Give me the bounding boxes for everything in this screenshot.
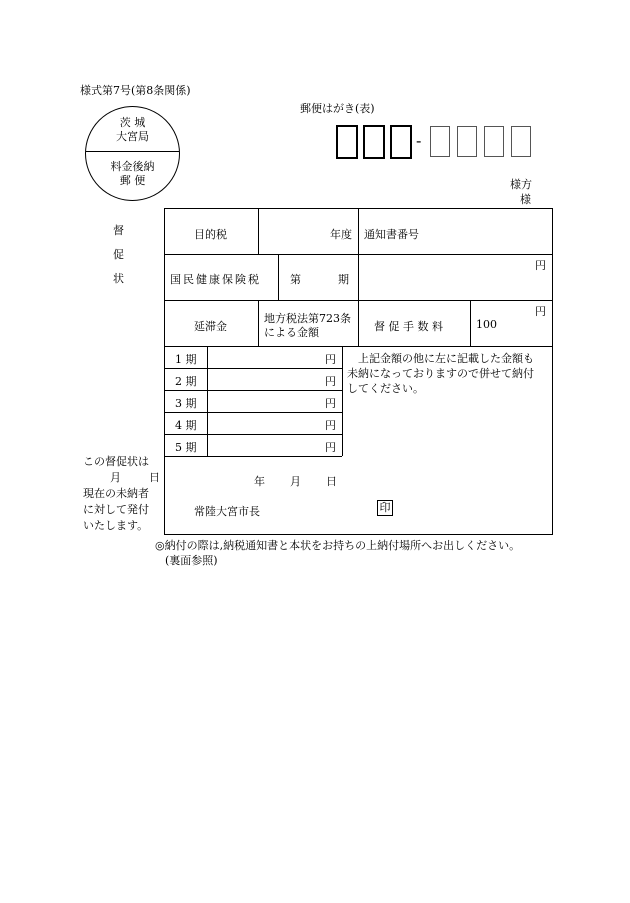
stamp-payment-line1: 料金後納 <box>110 160 155 173</box>
left-notice-day: 日 <box>149 471 160 484</box>
installment-4-label: 4 期 <box>175 419 197 432</box>
address-sama-suffix: 様方 <box>510 178 532 191</box>
zip-box-4 <box>430 126 450 157</box>
notice-number-label: 通知書番号 <box>364 228 419 241</box>
installment-5-unit: 円 <box>325 441 336 454</box>
payment-note: ◎納付の際は,納税通知書と本状をお持ちの上納付場所へお出しください。 <box>155 539 521 552</box>
side-title-char-3: 状 <box>113 272 124 285</box>
issue-date-day: 日 <box>326 475 337 488</box>
installment-4-unit: 円 <box>325 419 336 432</box>
address-sama: 様 <box>520 193 531 206</box>
zip-dash: - <box>416 131 422 150</box>
reminder-fee-value: 100 <box>476 318 497 331</box>
installment-5-label: 5 期 <box>175 441 197 454</box>
stamp-payment-line2: 郵 便 <box>119 174 146 187</box>
left-notice-month: 月 <box>110 471 121 484</box>
table-rule <box>342 346 343 456</box>
installment-1-label: 1 期 <box>175 353 197 366</box>
message-line-1: 上記金額の他に左に記載した金額も <box>358 352 534 365</box>
message-line-3: してください。 <box>347 382 424 395</box>
side-title-char-2: 促 <box>113 248 124 261</box>
official-seal: 印 <box>377 500 393 516</box>
installment-3-label: 3 期 <box>175 397 197 410</box>
period-prefix: 第 <box>290 273 301 286</box>
table-rule <box>164 346 552 347</box>
zip-box-1 <box>336 125 358 159</box>
zip-box-6 <box>484 126 504 157</box>
fiscal-year-label: 年度 <box>330 228 352 241</box>
late-fee-label: 延滞金 <box>194 320 227 333</box>
zip-box-7 <box>511 126 531 157</box>
left-notice-line4: 現在の未納者 <box>83 487 149 500</box>
left-notice-line5: に対して発付 <box>83 503 149 516</box>
installment-2-label: 2 期 <box>175 375 197 388</box>
table-rule <box>258 208 259 254</box>
left-notice-line1: この督促状は <box>83 455 149 468</box>
stamp-office-line1: 茨 城 <box>119 116 146 129</box>
installment-1-unit: 円 <box>325 353 336 366</box>
issuer-name: 常陸大宮市長 <box>194 505 260 518</box>
left-notice <box>83 454 160 534</box>
table-rule <box>164 434 342 435</box>
table-rule <box>164 368 342 369</box>
issue-date-year: 年 <box>254 475 265 488</box>
reminder-fee-label: 督 促 手 数 料 <box>374 320 443 333</box>
local-tax-line2: による金額 <box>264 326 319 339</box>
table-rule <box>207 346 208 456</box>
postage-stamp <box>85 106 180 201</box>
postcard-label: 郵便はがき(表) <box>300 102 375 115</box>
tax-name-label: 国民健康保険税 <box>170 273 261 286</box>
installment-2-unit: 円 <box>325 375 336 388</box>
zip-box-2 <box>363 125 385 159</box>
left-notice-line6: いたします。 <box>83 519 149 532</box>
table-rule <box>278 254 279 300</box>
table-rule <box>470 300 471 346</box>
side-title-char-1: 督 <box>113 224 124 237</box>
period-suffix: 期 <box>338 273 349 286</box>
message-line-2: 未納になっておりますので併せて納付 <box>347 367 534 380</box>
row3-yen-unit: 円 <box>535 305 546 318</box>
table-rule <box>358 208 359 346</box>
local-tax-line1: 地方税法第723条 <box>264 312 351 325</box>
left-notice-date-row <box>83 470 160 486</box>
stamp-divider <box>86 151 179 152</box>
table-rule <box>164 412 342 413</box>
table-rule <box>164 456 342 457</box>
zip-box-3 <box>390 125 412 159</box>
stamp-office-line2: 大宮局 <box>116 130 149 143</box>
zip-box-5 <box>457 126 477 157</box>
installment-3-unit: 円 <box>325 397 336 410</box>
purpose-tax-label: 目的税 <box>194 228 227 241</box>
row2-yen-unit: 円 <box>535 259 546 272</box>
table-rule <box>164 390 342 391</box>
form-number-label: 様式第7号(第8条関係) <box>80 84 191 97</box>
issue-date-month: 月 <box>290 475 301 488</box>
table-rule <box>258 300 259 346</box>
see-reverse-note: (裏面参照) <box>165 554 218 567</box>
